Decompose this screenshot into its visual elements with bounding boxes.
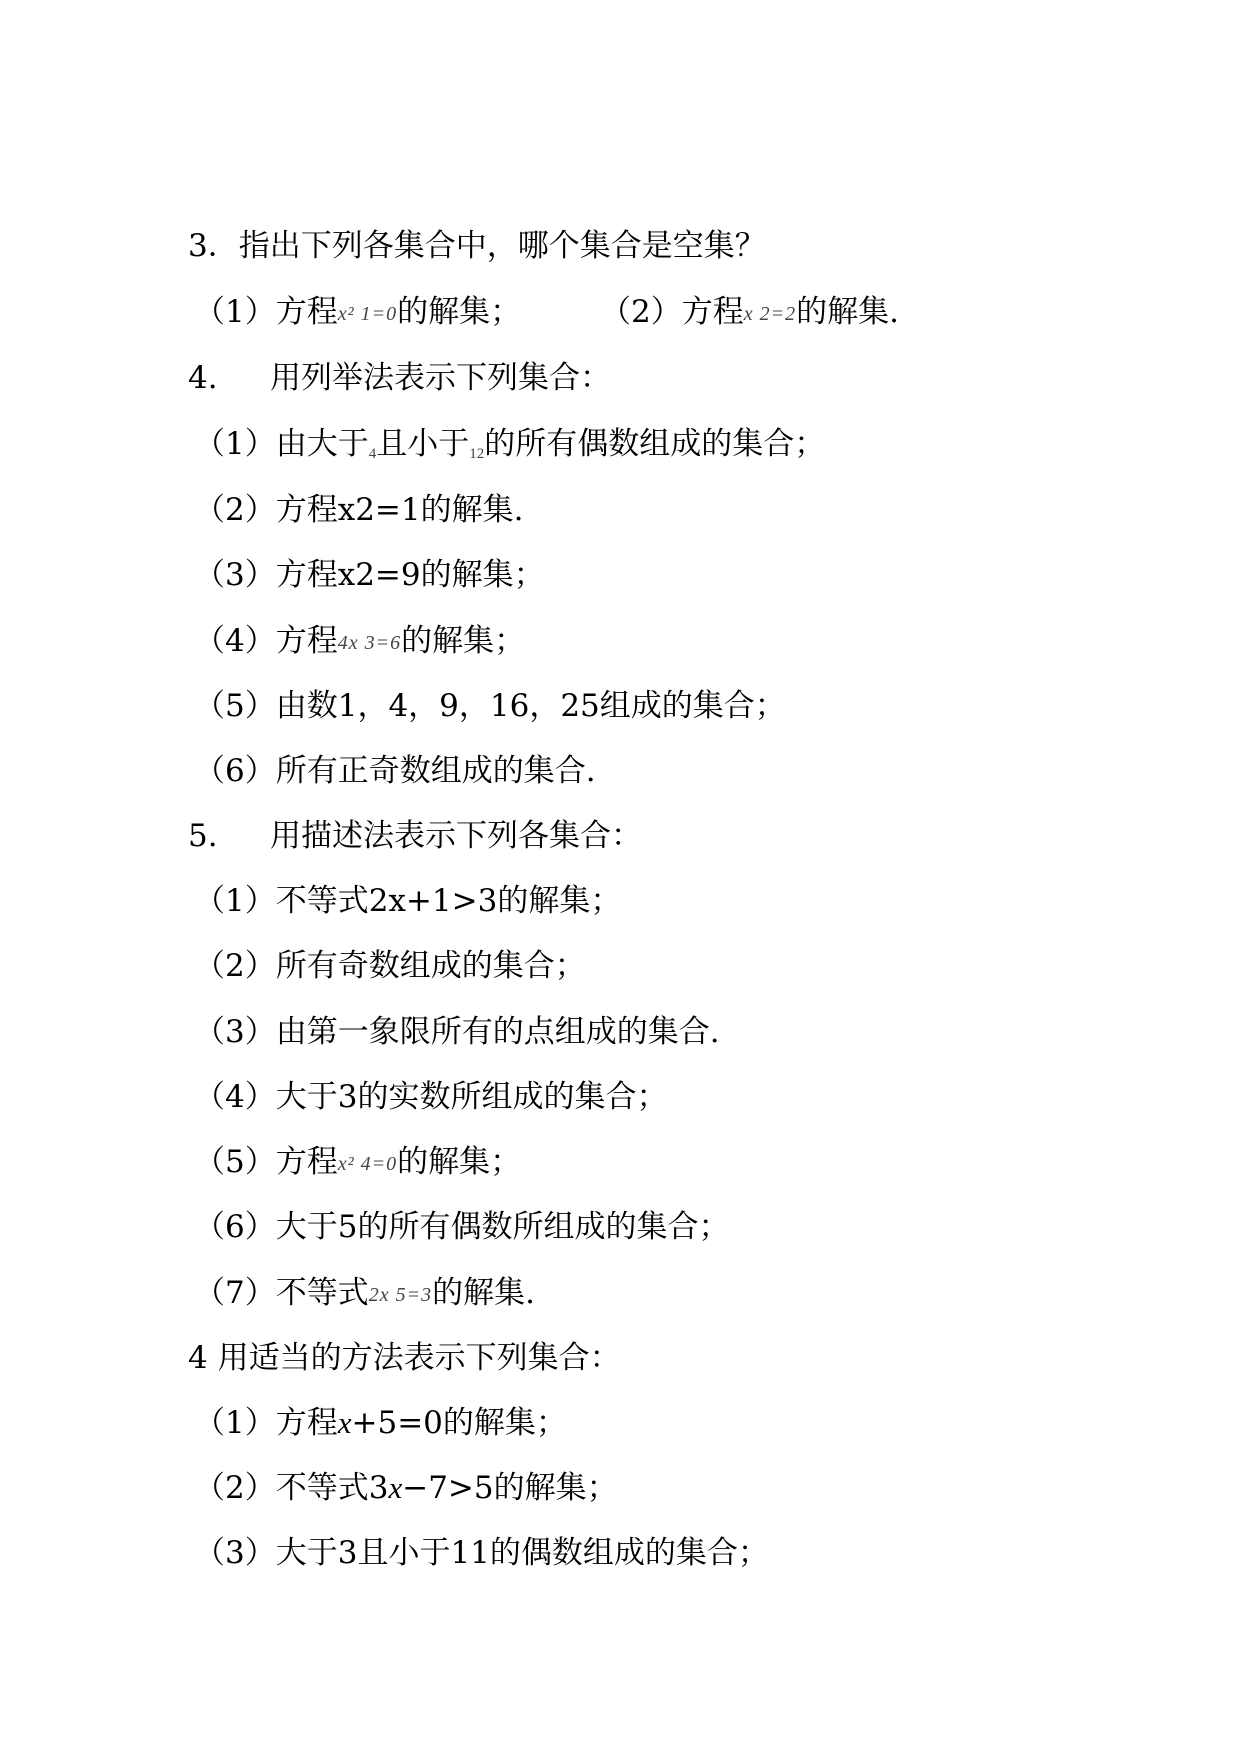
q4a-item-1 xyxy=(194,419,825,469)
q4b-item-1-suffix: +5=0的解集； xyxy=(351,1405,567,1441)
q4a-item-1-mid: 且小于 xyxy=(376,426,470,462)
q4a-item-4-equation: 4x 3=6 xyxy=(337,632,402,654)
q4b-item-1-prefix: （1）方程 xyxy=(194,1405,338,1441)
q5-item-2-text: （2）所有奇数组成的集合； xyxy=(194,948,586,984)
q4a-heading xyxy=(188,353,611,403)
q4a-item-2-text: （2）方程x2=1的解集. xyxy=(194,492,524,528)
q5-item-6-text: （6）大于5的所有偶数所组成的集合； xyxy=(194,1209,730,1245)
q5-item-7-equation: 2x 5=3 xyxy=(368,1284,433,1306)
q3-item-2-equation: x 2=2 xyxy=(743,303,797,325)
q5-heading-text: 用描述法表示下列各集合： xyxy=(270,818,642,854)
q4b-item-2-variable: x xyxy=(388,1470,403,1505)
q4a-number: 4. xyxy=(188,360,218,396)
q3-item-1 xyxy=(194,287,521,337)
q3-item-1-equation: x² 1=0 xyxy=(337,303,398,325)
q5-item-5-prefix: （5）方程 xyxy=(194,1144,338,1180)
q4a-item-1-prefix: （1）由大于 xyxy=(194,426,369,462)
q5-item-4-text: （4）大于3的实数所组成的集合； xyxy=(194,1079,668,1115)
q4a-item-1-value-4: 4 xyxy=(368,446,377,462)
q5-heading xyxy=(188,811,642,861)
q5-item-5 xyxy=(194,1137,521,1187)
q4b-item-2-suffix: −7>5的解集； xyxy=(402,1470,618,1506)
q4b-item-1 xyxy=(194,1398,567,1448)
q4a-item-6 xyxy=(194,746,596,796)
q4b-item-2-prefix: （2）不等式3 xyxy=(194,1470,389,1506)
q3-item-2-suffix: 的解集. xyxy=(796,294,899,330)
q3-item-1-suffix: 的解集； xyxy=(397,294,522,330)
q5-item-7-suffix: 的解集. xyxy=(432,1275,535,1311)
q5-item-7-prefix: （7）不等式 xyxy=(194,1275,369,1311)
q4a-item-4 xyxy=(194,616,525,666)
q5-item-7 xyxy=(194,1268,535,1318)
q4a-item-5-text: （5）由数1，4，9，16，25组成的集合； xyxy=(194,688,786,724)
q4a-item-2 xyxy=(194,485,523,535)
q5-item-6 xyxy=(194,1202,729,1252)
q5-item-1-text: （1）不等式2x+1>3的解集； xyxy=(194,883,622,919)
q5-item-4 xyxy=(194,1072,667,1122)
q5-item-5-equation: x² 4=0 xyxy=(337,1153,398,1175)
q3-heading-text: 3．指出下列各集合中，哪个集合是空集？ xyxy=(188,228,766,264)
q4b-item-1-variable: x xyxy=(337,1405,352,1440)
q4b-item-2 xyxy=(194,1463,618,1513)
q3-heading xyxy=(188,221,766,271)
q4a-item-4-suffix: 的解集； xyxy=(401,623,526,659)
q4a-item-3-text: （3）方程x2=9的解集； xyxy=(194,557,545,593)
q5-item-1 xyxy=(194,876,621,926)
q4a-item-5 xyxy=(194,681,786,731)
q4a-item-4-prefix: （4）方程 xyxy=(194,623,338,659)
q5-number: 5. xyxy=(188,818,218,854)
q4b-heading xyxy=(188,1333,621,1383)
q3-item-1-prefix: （1）方程 xyxy=(194,294,338,330)
q4b-item-3 xyxy=(194,1528,769,1578)
q3-item-2 xyxy=(600,287,899,337)
q4b-item-3-text: （3）大于3且小于11的偶数组成的集合； xyxy=(194,1535,769,1571)
q5-item-3 xyxy=(194,1007,720,1057)
q4a-item-6-text: （6）所有正奇数组成的集合. xyxy=(194,753,596,789)
q4a-item-1-suffix: 的所有偶数组成的集合； xyxy=(484,426,826,462)
q4a-heading-text: 用列举法表示下列集合： xyxy=(270,360,611,396)
q3-item-2-prefix: （2）方程 xyxy=(600,294,744,330)
q5-item-5-suffix: 的解集； xyxy=(397,1144,522,1180)
q5-item-3-text: （3）由第一象限所有的点组成的集合. xyxy=(194,1014,720,1050)
q4b-heading-text: 4 用适当的方法表示下列集合： xyxy=(188,1340,621,1376)
q4a-item-3 xyxy=(194,550,545,600)
q5-item-2 xyxy=(194,941,586,991)
q4a-item-1-value-12: 12 xyxy=(469,446,485,462)
